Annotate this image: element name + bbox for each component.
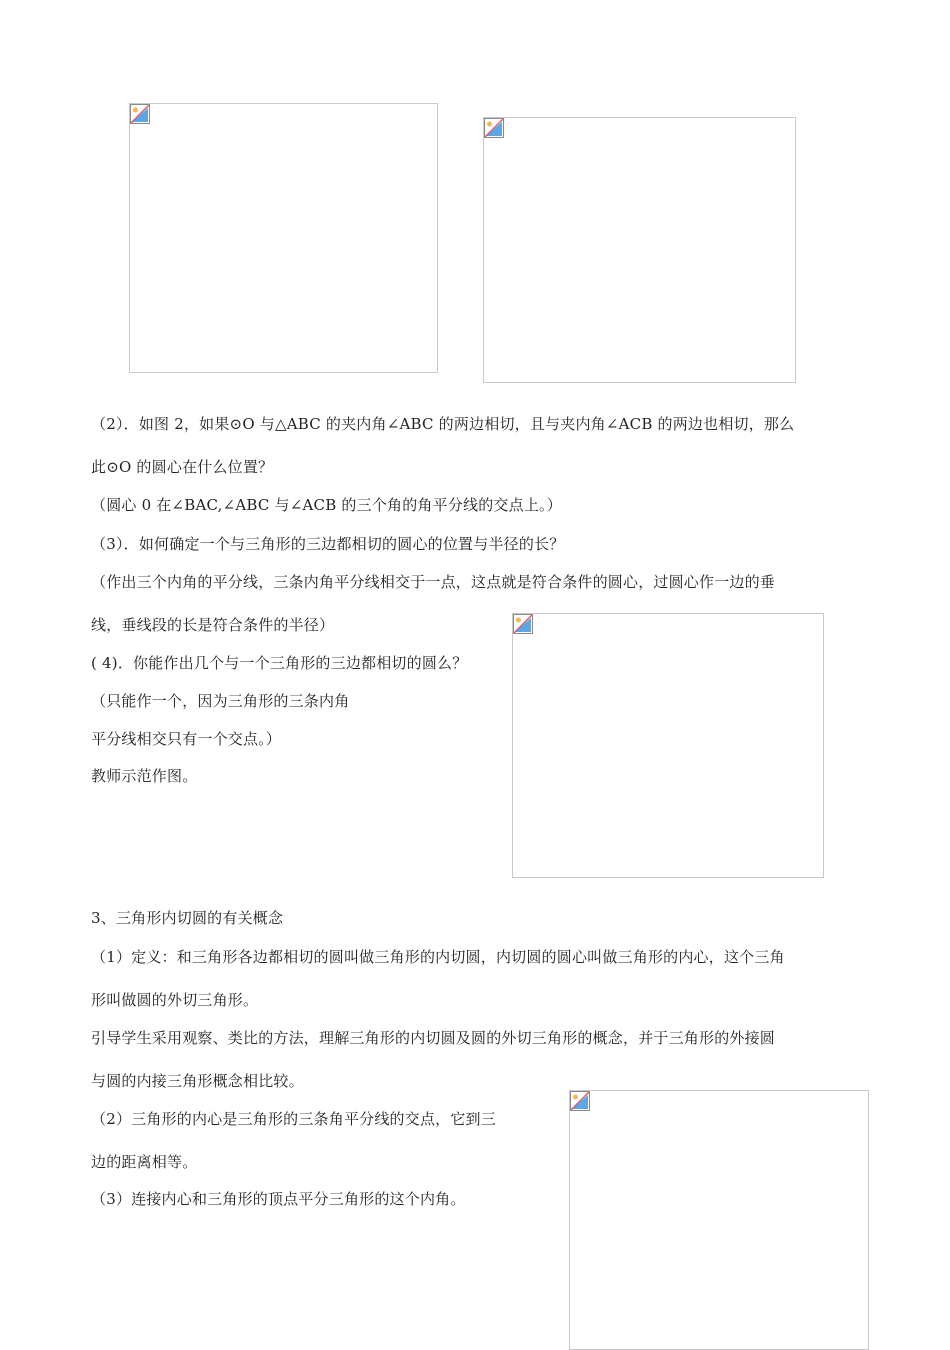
question-4: ( 4)．你能作出几个与一个三角形的三边都相切的圆么？ — [91, 654, 468, 672]
guidance-line-2: 与圆的内接三角形概念相比较。 — [91, 1072, 304, 1090]
question-4-answer-line-2: 平分线相交只有一个交点。） — [91, 730, 282, 748]
teacher-demo-note: 教师示范作图。 — [91, 767, 198, 785]
property-2-line-2: 边的距离相等。 — [91, 1153, 198, 1171]
broken-image-icon — [513, 614, 533, 634]
question-2-line-2: 此⊙O 的圆心在什么位置？ — [91, 458, 274, 476]
broken-image-icon — [130, 104, 150, 124]
question-3-answer-line-2: 线，垂线段的长是符合条件的半径） — [91, 616, 335, 634]
figure-1-image — [129, 103, 438, 373]
figure-3-image — [512, 613, 824, 878]
question-3: （3）．如何确定一个与三角形的三边都相切的圆心的位置与半径的长？ — [91, 535, 565, 553]
definition-line-1: （1）定义：和三角形各边都相切的圆叫做三角形的内切圆，内切圆的圆心叫做三角形的内心，这个三角 — [91, 948, 785, 966]
guidance-line-1: 引导学生采用观察、类比的方法，理解三角形的内切圆及圆的外切三角形的概念，并于三角形的外接圆 — [91, 1029, 776, 1047]
question-3-answer-line-1: （作出三个内角的平分线，三条内角平分线相交于一点，这点就是符合条件的圆心，过圆心作一边的垂 — [91, 573, 776, 591]
question-4-answer-line-1: （只能作一个，因为三角形的三条内角 — [91, 692, 350, 710]
figure-2-image — [483, 117, 796, 383]
property-2-line-1: （2）三角形的内心是三角形的三条角平分线的交点，它到三 — [91, 1110, 496, 1128]
section-3-title: 3、三角形内切圆的有关概念 — [91, 909, 284, 927]
question-2-answer: （圆心 0 在∠BAC,∠ABC 与∠ACB 的三个角的角平分线的交点上。） — [91, 496, 562, 514]
broken-image-icon — [484, 118, 504, 138]
question-2-line-1: （2）．如图 2，如果⊙O 与△ABC 的夹内角∠ABC 的两边相切，且与夹内角∠ACB 的两边也相切，那么 — [91, 415, 795, 433]
figure-4-image — [569, 1090, 869, 1350]
property-3: （3）连接内心和三角形的顶点平分三角形的这个内角。 — [91, 1190, 466, 1208]
definition-line-2: 形叫做圆的外切三角形。 — [91, 991, 259, 1009]
broken-image-icon — [570, 1091, 590, 1111]
